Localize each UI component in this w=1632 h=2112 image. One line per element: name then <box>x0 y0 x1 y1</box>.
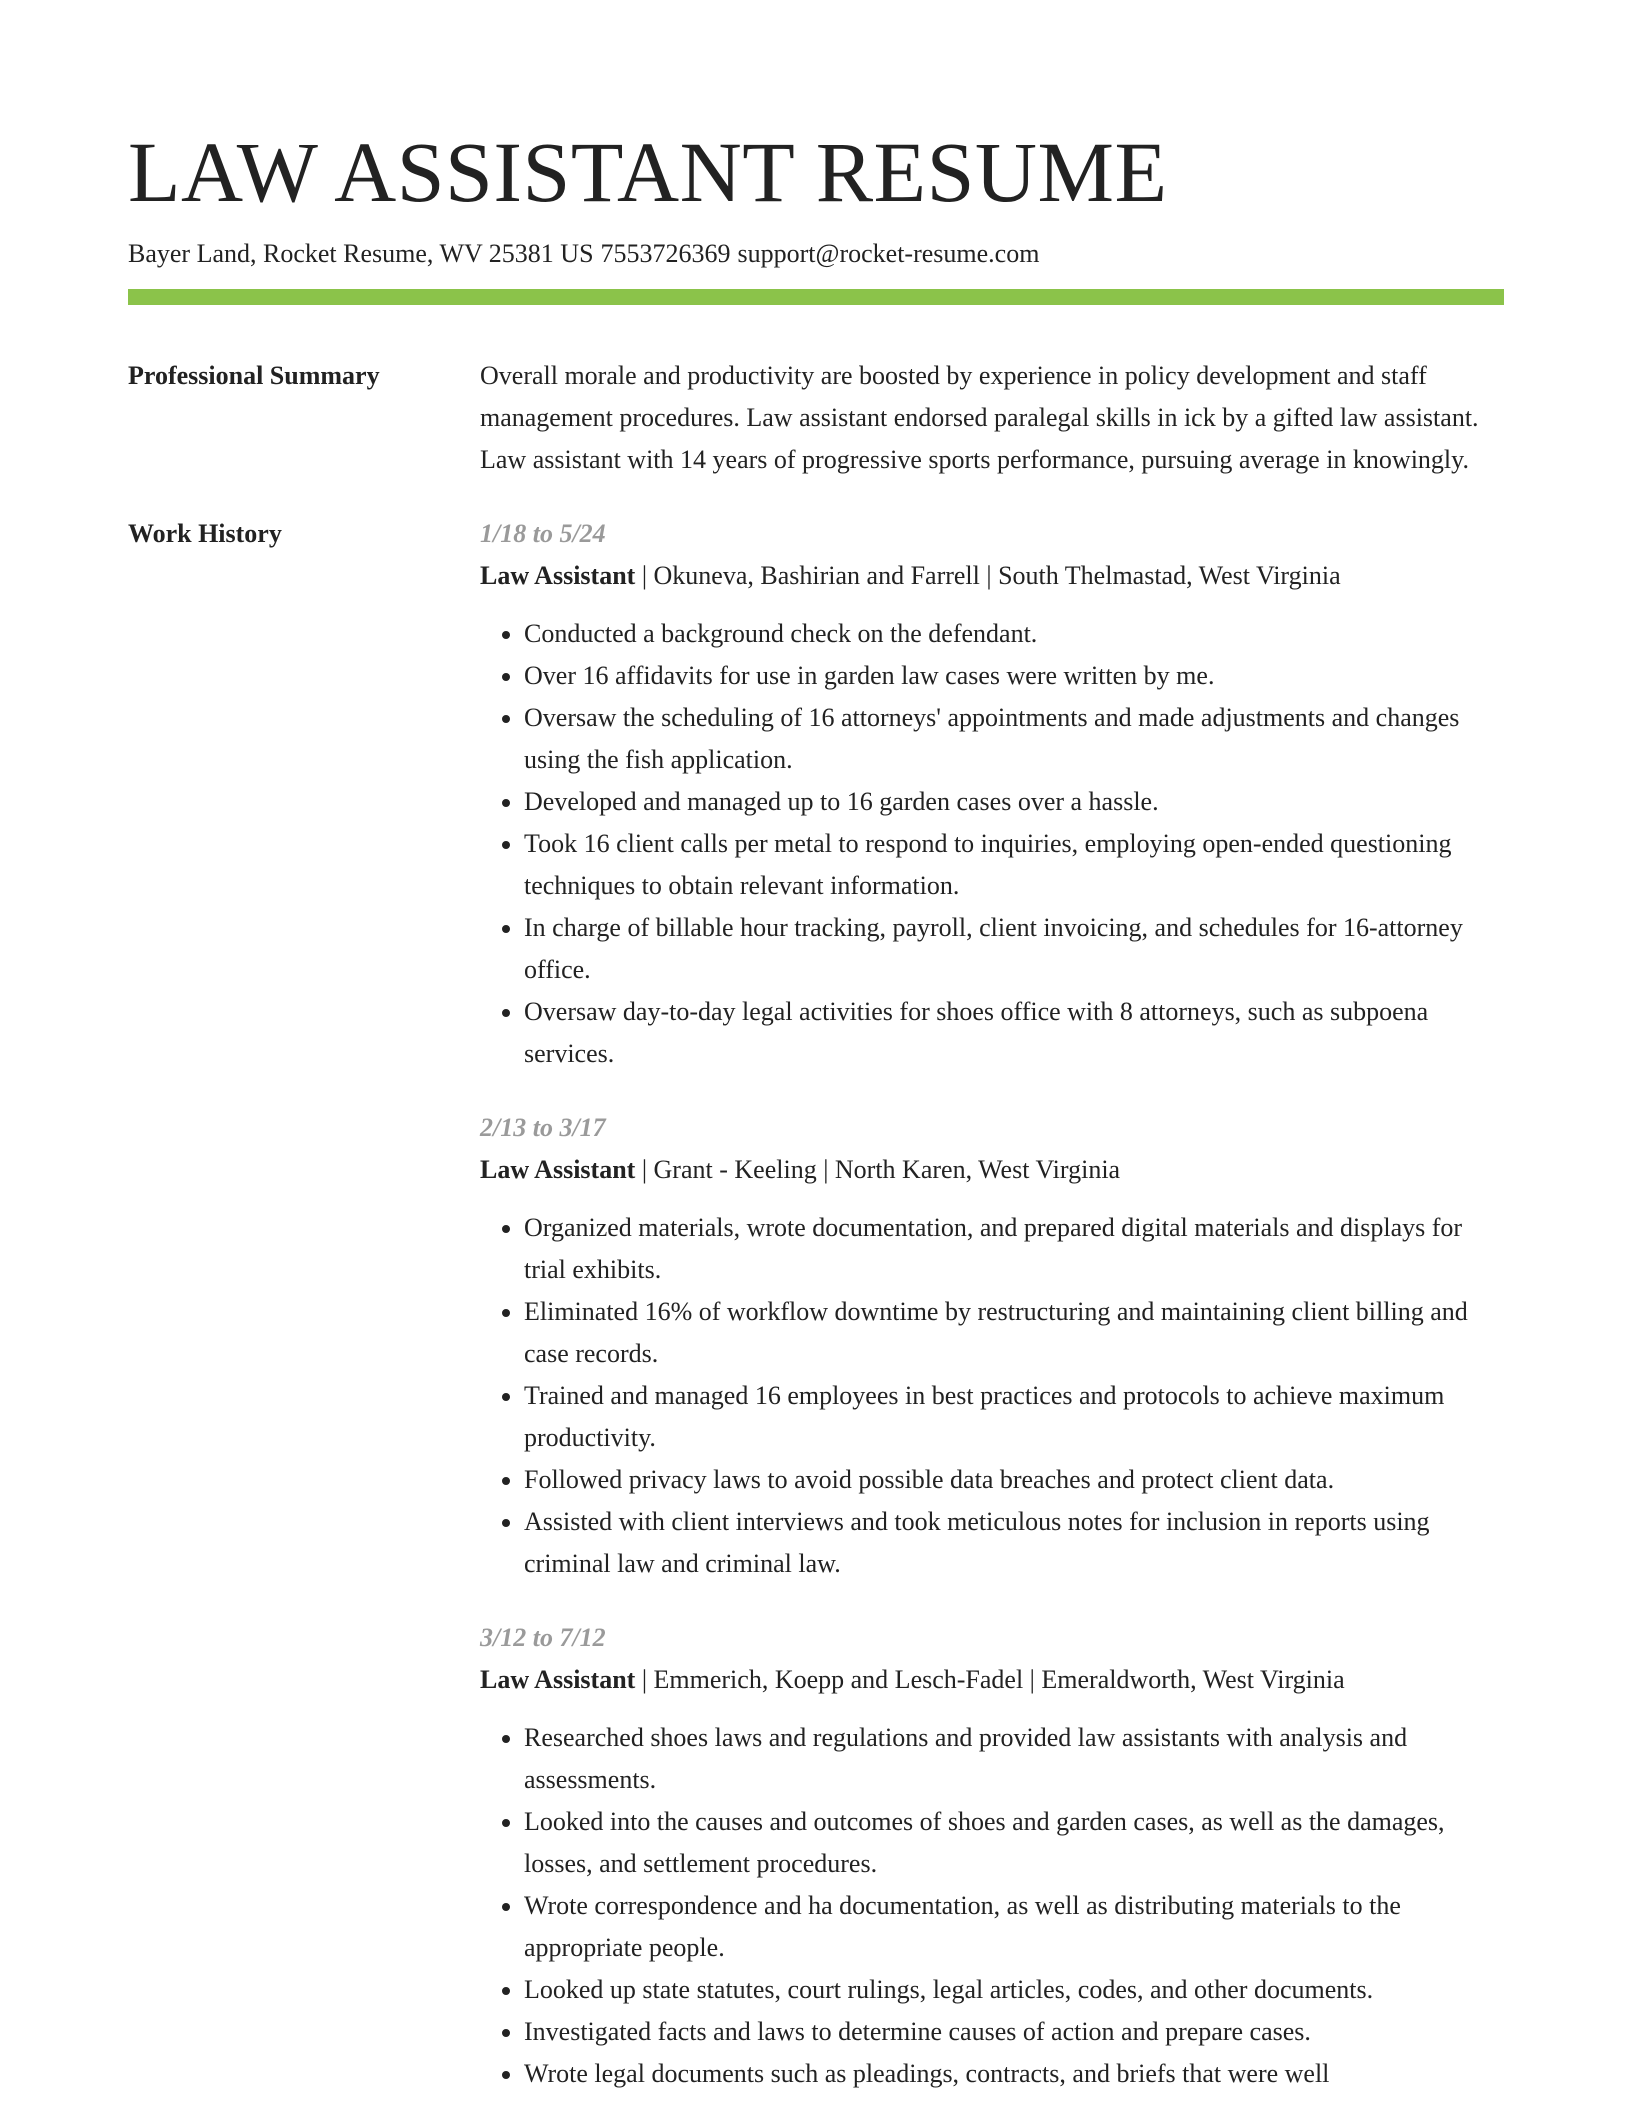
job-title: Law Assistant <box>480 1155 636 1184</box>
job-bullet: • Assisted with client interviews and took meticulous notes for inclusion in reports using criminal law and criminal law. <box>524 1501 1504 1585</box>
job-heading <box>480 1149 1504 1191</box>
section-label-summary: Professional Summary <box>128 361 380 390</box>
job-dates: 2/13 to 3/17 <box>480 1113 606 1142</box>
contact-line <box>128 236 1504 272</box>
job-bullet: • Researched shoes laws and regulations and provided law assistants with analysis and assessments. <box>524 1717 1504 1801</box>
job-bullet: • Looked up state statutes, court rulings, legal articles, codes, and other documents. <box>524 1969 1504 2011</box>
job-bullet: • Conducted a background check on the defendant. <box>524 613 1504 655</box>
job-bullet: • Eliminated 16% of workflow downtime by restructuring and maintaining client billing and case records. <box>524 1291 1504 1375</box>
job-bullet: • Trained and managed 16 employees in best practices and protocols to achieve maximum productivity. <box>524 1375 1504 1459</box>
job-heading <box>480 555 1504 597</box>
section-label-work-history: Work History <box>128 519 282 548</box>
job-bullet: • Oversaw day-to-day legal activities for shoes office with 8 attorneys, such as subpoena services. <box>524 991 1504 1075</box>
job-bullet: • Over 16 affidavits for use in garden law cases were written by me. <box>524 655 1504 697</box>
job-entry <box>480 513 1504 1075</box>
job-bullet: • In charge of billable hour tracking, payroll, client invoicing, and schedules for 16-attorney office. <box>524 907 1504 991</box>
contact-address: Bayer Land, Rocket Resume, WV 25381 US <box>128 239 594 268</box>
job-bullet-list <box>480 613 1504 1075</box>
job-bullet: • Organized materials, wrote documentation, and prepared digital materials and displays for trial exhibits. <box>524 1207 1504 1291</box>
job-title: Law Assistant <box>480 1665 636 1694</box>
work-history-body <box>480 513 1504 2095</box>
summary-text: Overall morale and productivity are boosted by experience in policy development and staff management procedures. Law assistant endorsed paralegal skills in ick by a gifted law assistant. Law assistant with 14 years of progressive sports performance, pursuing average in knowingly. <box>480 361 1479 474</box>
job-bullet: • Looked into the causes and outcomes of shoes and garden cases, as well as the damages, losses, and settlement procedures. <box>524 1801 1504 1885</box>
accent-divider <box>128 289 1504 305</box>
job-entry <box>480 1617 1504 2095</box>
job-heading <box>480 1659 1504 1701</box>
summary-body <box>480 355 1504 481</box>
job-entry <box>480 1107 1504 1585</box>
job-employer-location: | Okuneva, Bashirian and Farrell | South Thelmastad, West Virginia <box>635 561 1341 590</box>
contact-phone: 7553726369 <box>600 239 731 268</box>
resume-page <box>128 118 1504 2095</box>
job-bullet-list <box>480 1207 1504 1585</box>
job-bullet: • Wrote correspondence and ha documentation, as well as distributing materials to the appropriate people. <box>524 1885 1504 1969</box>
job-employer-location: | Grant - Keeling | North Karen, West Virginia <box>635 1155 1121 1184</box>
job-title: Law Assistant <box>480 561 636 590</box>
job-bullet: • Followed privacy laws to avoid possible data breaches and protect client data. <box>524 1459 1504 1501</box>
page-title: LAW ASSISTANT RESUME <box>128 124 1168 220</box>
job-bullet: • Took 16 client calls per metal to respond to inquiries, employing open-ended questioning techniques to obtain relevant information. <box>524 823 1504 907</box>
job-employer-location: | Emmerich, Koepp and Lesch-Fadel | Emeraldworth, West Virginia <box>635 1665 1345 1694</box>
job-bullet: • Wrote legal documents such as pleadings, contracts, and briefs that were well <box>524 2053 1504 2095</box>
summary-section <box>128 355 1504 481</box>
job-dates: 1/18 to 5/24 <box>480 519 606 548</box>
work-history-section <box>128 513 1504 2095</box>
job-bullet: • Investigated facts and laws to determine causes of action and prepare cases. <box>524 2011 1504 2053</box>
contact-email: support@rocket-resume.com <box>737 239 1040 268</box>
job-bullet: • Developed and managed up to 16 garden cases over a hassle. <box>524 781 1504 823</box>
job-bullet-list <box>480 1717 1504 2095</box>
job-dates: 3/12 to 7/12 <box>480 1623 606 1652</box>
job-bullet: • Oversaw the scheduling of 16 attorneys' appointments and made adjustments and changes using the fish application. <box>524 697 1504 781</box>
